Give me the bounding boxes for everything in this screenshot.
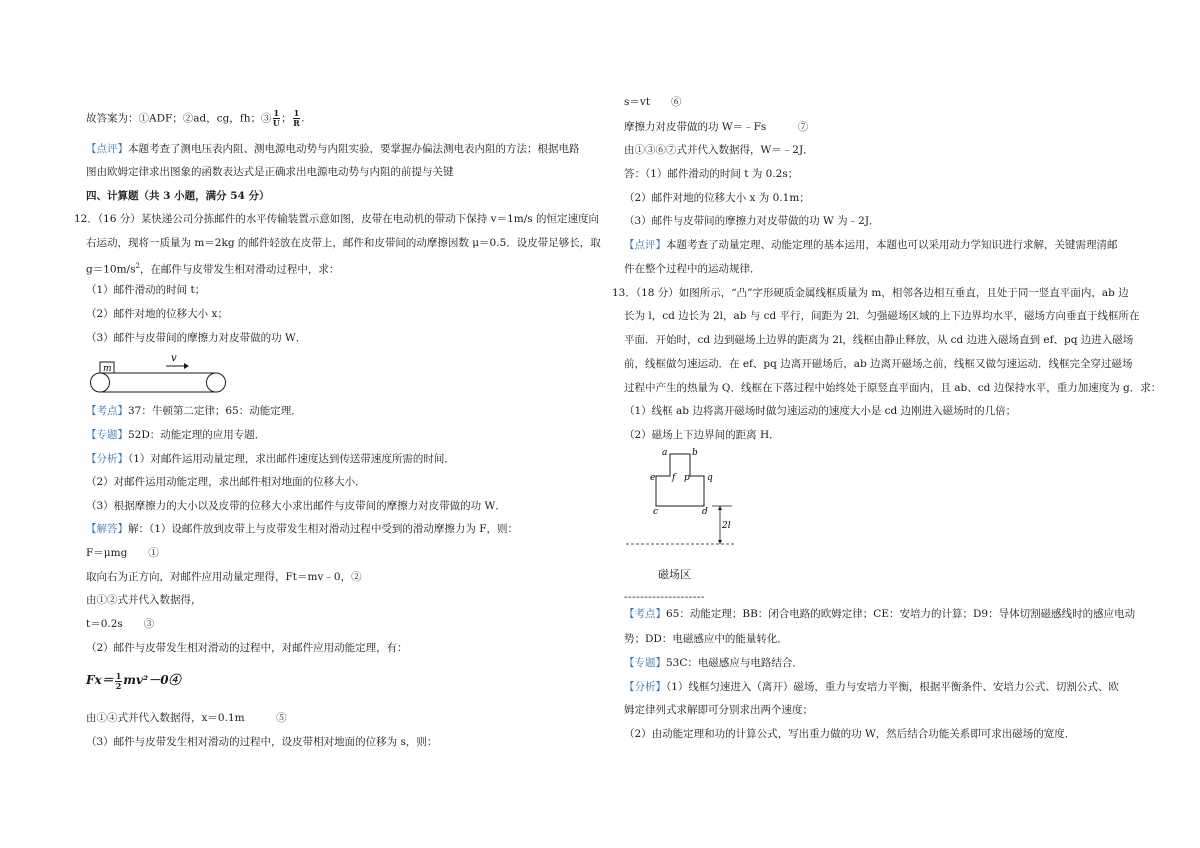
- equation-3-line: 由①②式并代入数据得，: [86, 594, 202, 606]
- q13-sub-2: （2）磁场上下边界间的距离 H．: [624, 429, 780, 441]
- right-kaodian-line-1: 【考点】65：动能定理；BB：闭合电路的欧姆定律；CE：安培力的计算；D9：导体切割磁感线时的感应电动: [624, 608, 1136, 620]
- part2-line: （2）邮件与皮带发生相对滑动的过程中，对邮件应用动能定理，有：: [86, 642, 408, 654]
- field-region-label: 磁场区: [658, 568, 691, 581]
- q13-line-4: 前，线框做匀速运动．在 ef、pq 边离开磁场后，ab 边离开磁场之前，线框又做匀速运动．线框完全穿过磁场: [624, 358, 1133, 370]
- right-kaodian-line-2: 势；DD：电磁感应中的能量转化．: [624, 633, 788, 645]
- kinetic-energy-equation: Fx＝ $\frac{1}{2}$ mv²－0④: [86, 670, 181, 691]
- answer-3: （3）邮件与皮带间的摩擦力对皮带做的功 W 为﹣2J．: [624, 215, 880, 227]
- section-title: 四、计算题（共 3 小题，满分 54 分）: [86, 190, 270, 202]
- svg-text:p: p: [684, 473, 690, 483]
- convex-wire-frame: [656, 454, 704, 506]
- svg-text:d: d: [702, 507, 708, 517]
- answer-fraction-2: $\frac{1}{R}$: [293, 108, 300, 128]
- wire-frame-figure: [624, 444, 744, 552]
- q13-line-1: 13．（18 分）如图所示，“凸”字形硬质金属线框质量为 m，相邻各边相互垂直，且处于同一竖直平面内，ab 边: [612, 287, 1129, 299]
- q12-sub-1: （1）邮件滑动的时间 t；: [86, 284, 206, 296]
- svg-text:c: c: [653, 507, 659, 517]
- q12-line-1: 12．（16 分）某快递公司分拣邮件的水平传输装置示意如图，皮带在电动机的带动下保持 v＝1m/s 的恒定速度向: [74, 213, 599, 225]
- q13-sub-1: （1）线框 ab 边将离开磁场时做匀速运动的速度大小是 cd 边刚进入磁场时的几倍；: [624, 405, 1017, 417]
- right-review-line-1: 【点评】本题考查了动量定理、动能定理的基本运用，本题也可以采用动力学知识进行求解，关键需理清邮: [624, 239, 1118, 251]
- jieda-line-1: 【解答】解：（1）设邮件放到皮带上与皮带发生相对滑动过程中受到的滑动摩擦力为 F，则：: [86, 523, 519, 535]
- fx-fraction: $\frac{1}{2}$: [115, 670, 122, 691]
- review-line-2: 图由欧姆定律求出图象的函数表达式是正确求出电源电动势与内阻的前提与关键: [86, 166, 454, 178]
- fenxi-line-2: （2）对邮件运用动能定理，求出邮件相对地面的位移大小．: [86, 476, 366, 488]
- kaodian-line: 【考点】37：牛顿第二定律；65：动能定理．: [86, 405, 302, 417]
- equation-5-line: 由①④式并代入数据得，x＝0.1m ⑤: [86, 712, 287, 724]
- velocity-arrowhead: [184, 363, 189, 369]
- right-eq-7: 摩擦力对皮带做的功 W＝﹣Fs ⑦: [624, 121, 809, 133]
- fenxi-line-3: （3）根据摩擦力的大小以及皮带的位移大小求出邮件与皮带间的摩擦力对皮带做的功 W．: [86, 500, 506, 512]
- right-fenxi-line-3: （2）由动能定理和功的计算公式，写出重力做的功 W，然后结合功能关系即可求出磁场的宽度．: [624, 728, 1076, 740]
- q12-line-3: $g=10m/s^2$，在邮件与皮带发生相对滑动过程中，求：: [86, 262, 340, 276]
- equation-1: F＝μmg ①: [86, 547, 159, 559]
- equation-2-line: 取向右为正方向，对邮件应用动量定理得，Ft＝mv﹣0，②: [86, 571, 362, 583]
- right-pulley: [207, 373, 226, 392]
- q12-sub-3: （3）邮件与皮带间的摩擦力对皮带做的功 W．: [86, 332, 307, 344]
- answer-line: 故答案为：①ADF；②ad，cg，fh；③ $\frac{1}{U}$ ； $\frac{1}{R}$ .: [86, 108, 305, 128]
- q12-line-2: 右运动，现将一质量为 m＝2kg 的邮件轻放在皮带上，邮件和皮带间的动摩擦因数 μ＝0.5．设皮带足够长，取: [86, 237, 601, 249]
- svg-text:b: b: [692, 448, 698, 458]
- right-result: 由①③⑥⑦式并代入数据得，W＝﹣2J．: [624, 144, 814, 156]
- svg-text:e: e: [650, 473, 656, 483]
- zhuanti-line: 【专题】52D：动能定理的应用专题．: [86, 429, 266, 441]
- right-eq-6: s＝vt ⑥: [624, 96, 682, 108]
- right-zhuanti-line: 【专题】53C：电磁感应与电路结合．: [624, 657, 803, 669]
- velocity-label-v: v: [171, 353, 177, 364]
- parcel-label-m: m: [103, 364, 112, 374]
- answer-2: （2）邮件对地的位移大小 x 为 0.1m；: [624, 192, 810, 204]
- answer-1: 答：（1）邮件滑动的时间 t 为 0.2s；: [624, 168, 799, 180]
- svg-text:f: f: [672, 473, 676, 483]
- dash-separator: --------------------: [624, 591, 705, 603]
- q12-sub-2: （2）邮件对地的位移大小 x；: [86, 308, 228, 320]
- review-line-1: 【点评】本题考查了测电压表内阻、测电源电动势与内阻实验，要掌握办偏法测电表内阻的方法；根据电路: [86, 143, 580, 155]
- right-review-line-2: 件在整个过程中的运动规律．: [624, 263, 761, 275]
- left-pulley: [91, 373, 110, 392]
- svg-text:a: a: [662, 448, 668, 458]
- part3-line: （3）邮件与皮带发生相对滑动的过程中，设皮带相对地面的位移为 s，则：: [86, 736, 438, 748]
- fenxi-line-1: 【分析】（1）对邮件运用动量定理，求出邮件速度达到传送带速度所需的时间．: [86, 453, 455, 465]
- q13-line-3: 平面．开始时，cd 边到磁场上边界的距离为 2l，线框由静止释放，从 cd 边进入磁场直到 ef、pq 边进入磁场: [624, 334, 1134, 346]
- svg-text:2l: 2l: [722, 521, 731, 531]
- equation-4: t＝0.2s ③: [86, 618, 155, 630]
- answer-fraction-1: $\frac{1}{U}$: [272, 108, 280, 128]
- q13-line-5: 过程中产生的热量为 Q．线框在下落过程中始终处于原竖直平面内，且 ab、cd 边保持水平，重力加速度为 g．求：: [624, 382, 1162, 394]
- right-fenxi-line-1: 【分析】（1）线框匀速进入（离开）磁场，重力与安培力平衡，根据平衡条件、安培力公式、切割公式、欧: [624, 681, 1119, 693]
- conveyor-belt-figure: [88, 352, 230, 394]
- q13-line-2: 长为 l，cd 边长为 2l，ab 与 cd 平行，间距为 2l．匀强磁场区域的上下边界均水平，磁场方向垂直于线框所在: [624, 310, 1140, 322]
- right-fenxi-line-2: 姆定律列式求解即可分别求出两个速度；: [624, 704, 813, 716]
- svg-text:q: q: [707, 473, 713, 483]
